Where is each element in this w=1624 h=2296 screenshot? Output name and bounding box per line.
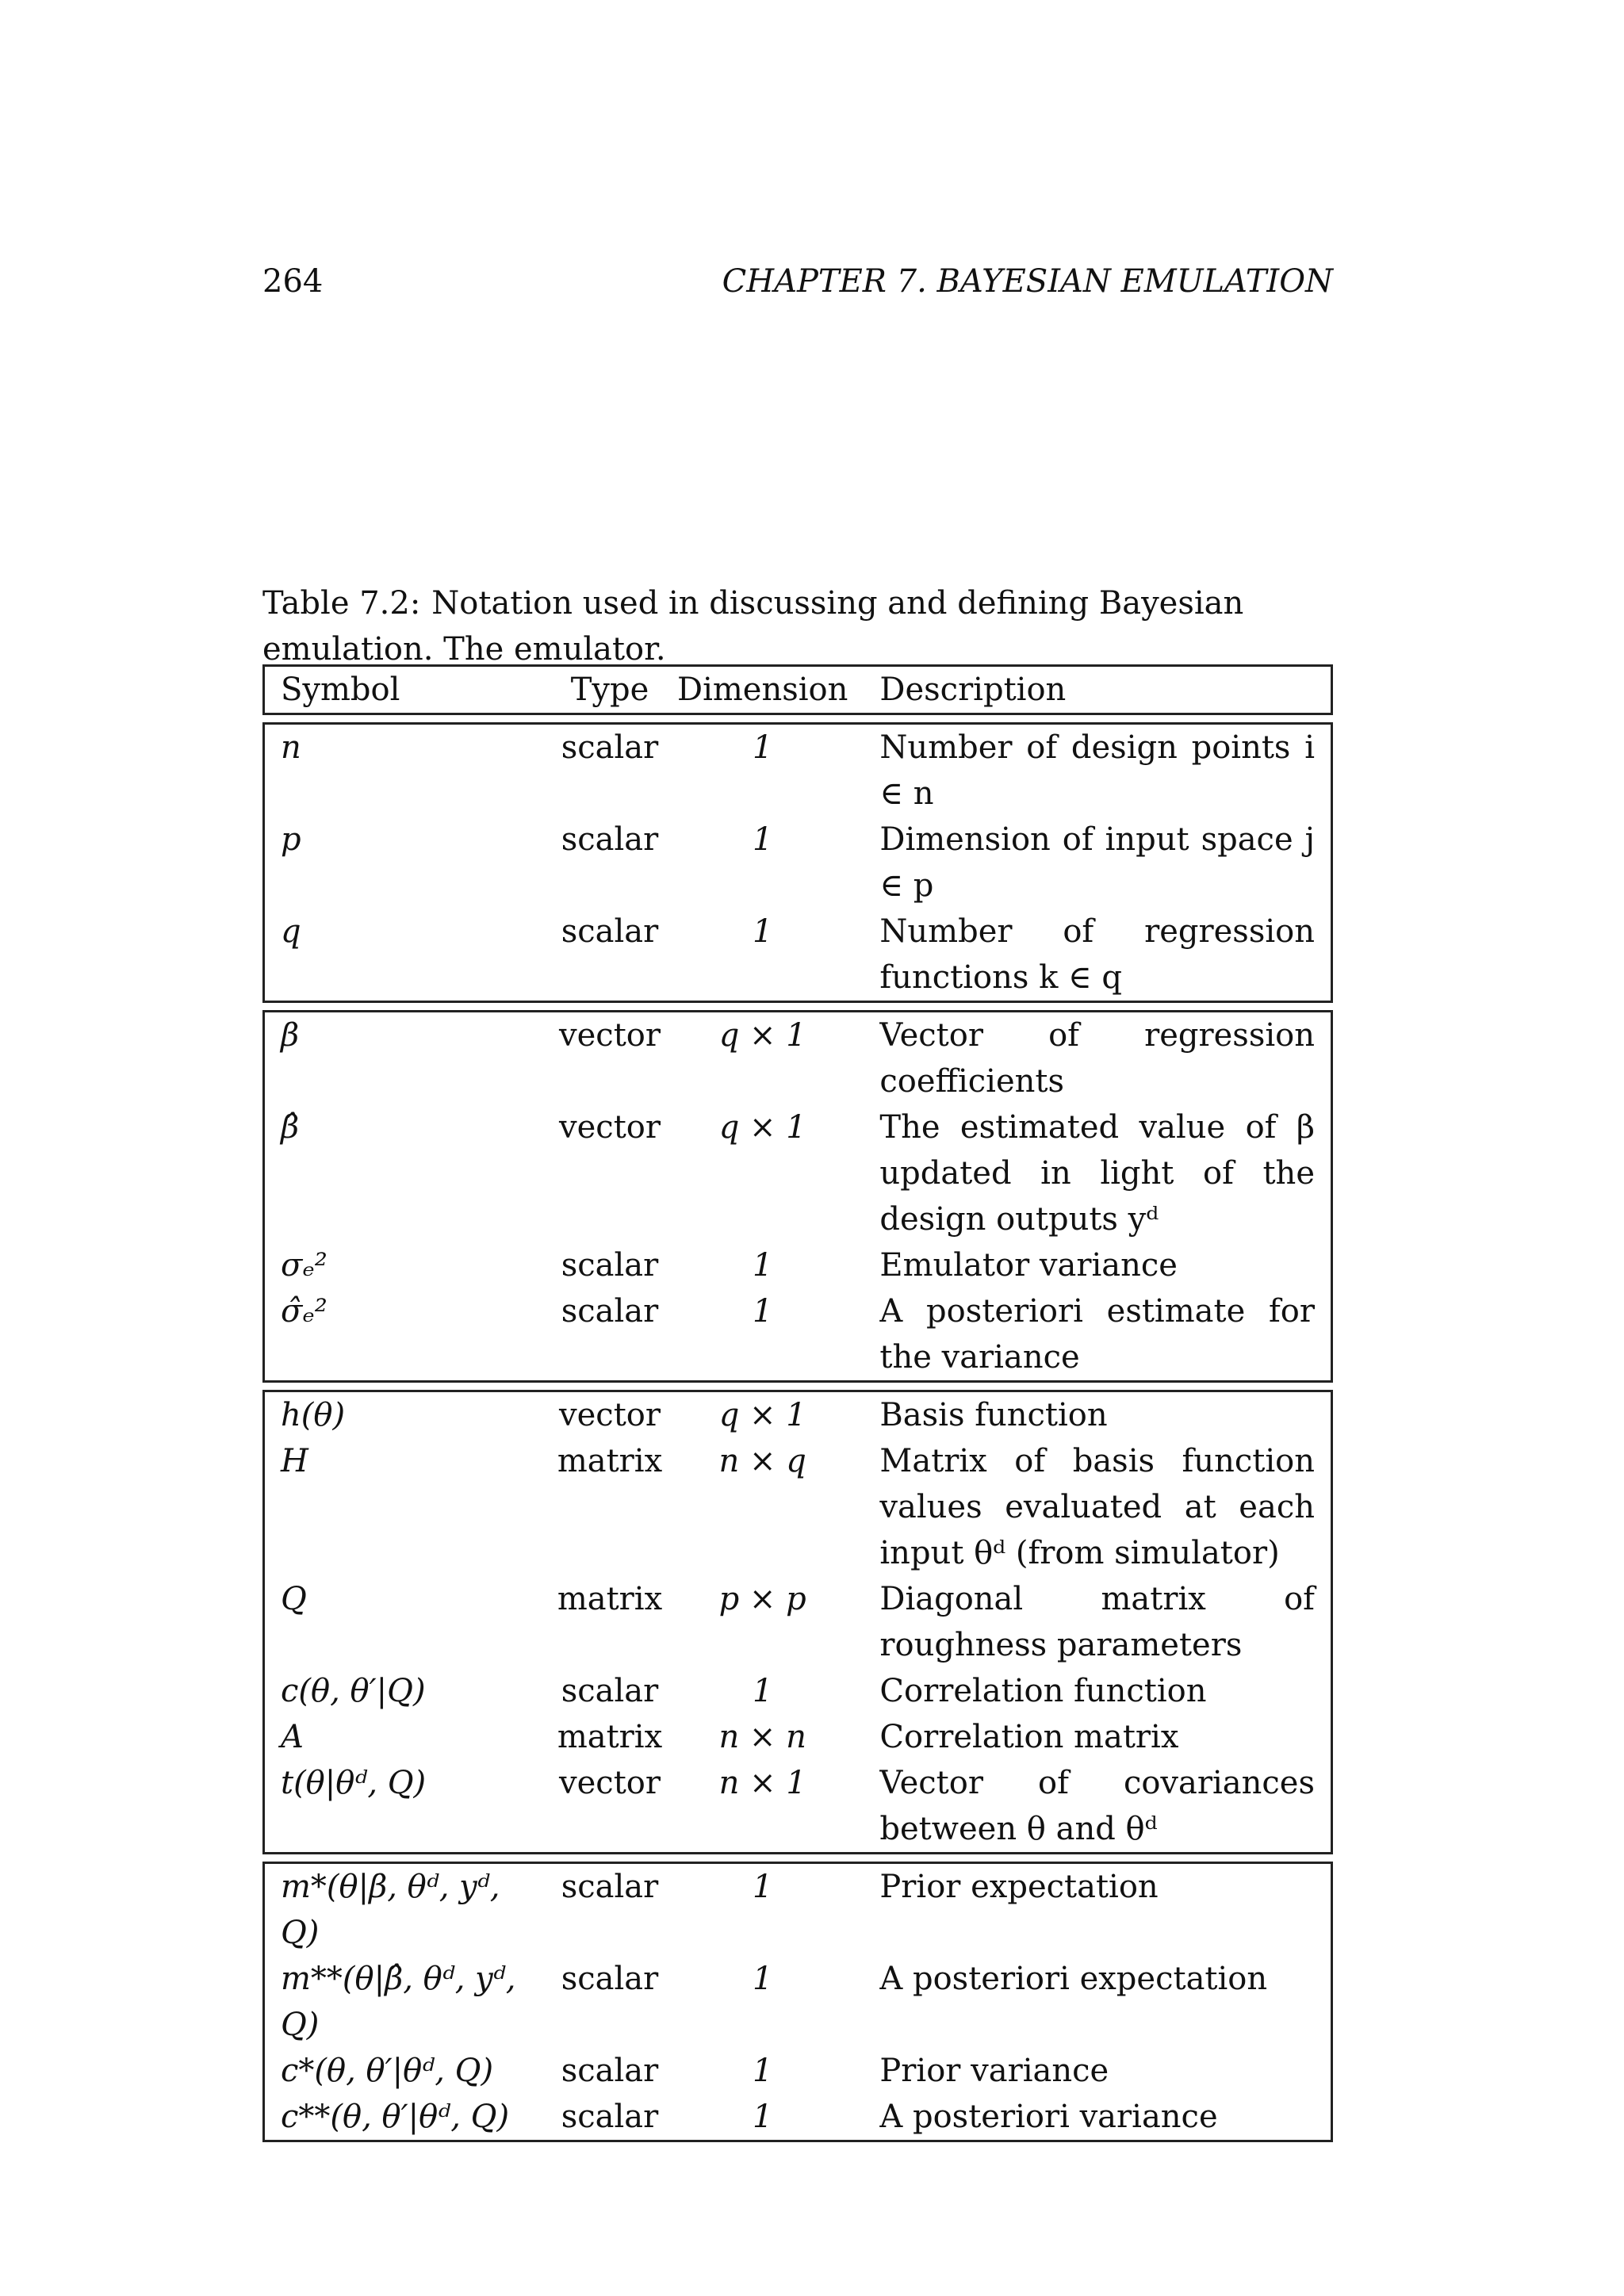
page-number: 264	[262, 263, 324, 300]
symbol-cell: σₑ²	[262, 1242, 542, 1288]
symbol-cell: σ̂ₑ²	[262, 1288, 542, 1383]
description-cell: Prior variance	[848, 2048, 1333, 2094]
table-row	[262, 1288, 1333, 1383]
type-cell: scalar	[561, 821, 659, 858]
column-header-dimension: Dimension	[677, 664, 848, 715]
dimension-cell: 1	[677, 1862, 848, 1956]
running-head	[262, 262, 1333, 301]
description-cell: A posteriori estimate for the variance	[848, 1288, 1333, 1383]
dimension-cell: 1	[677, 1288, 848, 1383]
symbol-cell: t(θ|θᵈ, Q)	[262, 1760, 542, 1854]
type-cell: vector	[542, 1390, 677, 1438]
dimension-cell: 1	[752, 2053, 773, 2089]
description-cell: Prior expectation	[848, 1862, 1333, 1956]
dimension-cell: n × q	[718, 1443, 806, 1479]
type-cell: vector	[542, 1760, 677, 1854]
dimension-cell: 1	[677, 722, 848, 817]
description-cell: Number of design points i ∈ n	[848, 722, 1333, 817]
table-row	[262, 1242, 1333, 1288]
dimension-cell: p × p	[718, 1581, 806, 1617]
dimension-cell: 1	[677, 2094, 848, 2142]
notation-table	[262, 664, 1333, 2142]
table-header-row	[262, 664, 1333, 715]
group-spacer	[262, 1383, 1333, 1390]
symbol-cell: h(θ)	[262, 1390, 542, 1438]
symbol-cell: q	[262, 909, 542, 1003]
dimension-cell: 1	[677, 909, 848, 1003]
dimension-cell: q × 1	[677, 1010, 848, 1104]
description-cell: Dimension of input space j ∈ p	[848, 817, 1333, 909]
description-cell: Vector of regression coefficients	[848, 1010, 1333, 1104]
description-cell: Correlation matrix	[848, 1714, 1333, 1760]
type-cell: vector	[559, 1109, 661, 1146]
symbol-cell: Q	[262, 1576, 542, 1668]
type-cell: scalar	[561, 1673, 659, 1709]
description-cell: Basis function	[848, 1390, 1333, 1438]
table-row	[262, 909, 1333, 1003]
description-cell: Number of regression functions k ∈ q	[848, 909, 1333, 1003]
type-cell: scalar	[542, 1288, 677, 1383]
symbol-cell: c*(θ, θ′|θᵈ, Q)	[262, 2048, 542, 2094]
symbol-cell: n	[262, 722, 542, 817]
description-cell: The estimated value of β updated in light of the design outputs yᵈ	[848, 1104, 1333, 1242]
dimension-cell: 1	[752, 821, 773, 858]
dimension-cell: 1	[752, 1673, 773, 1709]
group-spacer	[262, 715, 1333, 722]
table-row	[262, 1104, 1333, 1242]
type-cell: scalar	[542, 2094, 677, 2142]
dimension-cell: n × 1	[677, 1760, 848, 1854]
dimension-cell: 1	[752, 1247, 773, 1284]
symbol-cell: m*(θ|β, θᵈ, yᵈ, Q)	[262, 1862, 542, 1956]
type-cell: matrix	[557, 1719, 663, 1755]
type-cell: scalar	[542, 1862, 677, 1956]
column-header-type: Type	[542, 664, 677, 715]
group-spacer	[262, 1003, 1333, 1010]
description-cell: Matrix of basis function values evaluated at each input θᵈ (from simulator)	[848, 1438, 1333, 1576]
table-row	[262, 1576, 1333, 1668]
symbol-cell: c(θ, θ′|Q)	[262, 1668, 542, 1714]
table-row	[262, 1668, 1333, 1714]
caption-text: Notation used in discussing and defining Bayesian emulation. The emulator.	[262, 585, 1244, 666]
symbol-cell: c**(θ, θ′|θᵈ, Q)	[262, 2094, 542, 2142]
description-cell: Vector of covariances between θ and θᵈ	[848, 1760, 1333, 1854]
description-cell: A posteriori variance	[848, 2094, 1333, 2142]
table-row	[262, 1390, 1333, 1438]
type-cell: scalar	[561, 1247, 659, 1284]
table-row	[262, 1862, 1333, 1956]
symbol-cell: m**(θ|β̂, θᵈ, yᵈ, Q)	[262, 1956, 542, 2048]
caption-label: Table 7.2:	[262, 585, 421, 622]
table-row	[262, 1714, 1333, 1760]
column-header-description: Description	[848, 664, 1333, 715]
table-row	[262, 2048, 1333, 2094]
type-cell: scalar	[542, 722, 677, 817]
description-cell: Correlation function	[848, 1668, 1333, 1714]
table-row	[262, 1956, 1333, 2048]
type-cell: scalar	[561, 1961, 659, 1997]
symbol-cell: β̂	[262, 1104, 542, 1242]
dimension-cell: q × 1	[677, 1390, 848, 1438]
dimension-cell: 1	[752, 1961, 773, 1997]
type-cell: scalar	[542, 909, 677, 1003]
dimension-cell: n × n	[718, 1719, 806, 1755]
table-caption	[262, 580, 1333, 666]
table-row	[262, 1438, 1333, 1576]
symbol-cell: p	[262, 817, 542, 909]
table-row	[262, 2094, 1333, 2142]
table-row	[262, 722, 1333, 817]
chapter-title: CHAPTER 7. BAYESIAN EMULATION	[722, 263, 1333, 300]
column-header-symbol: Symbol	[262, 664, 542, 715]
table-row	[262, 817, 1333, 909]
table-row	[262, 1010, 1333, 1104]
symbol-cell: β	[262, 1010, 542, 1104]
type-cell: matrix	[557, 1443, 663, 1479]
type-cell: scalar	[561, 2053, 659, 2089]
description-cell: Diagonal matrix of roughness parameters	[848, 1576, 1333, 1668]
type-cell: vector	[542, 1010, 677, 1104]
group-spacer	[262, 1854, 1333, 1862]
table-row	[262, 1760, 1333, 1854]
dimension-cell: q × 1	[718, 1109, 806, 1146]
description-cell: Emulator variance	[848, 1242, 1333, 1288]
symbol-cell: A	[262, 1714, 542, 1760]
type-cell: matrix	[557, 1581, 663, 1617]
symbol-cell: H	[262, 1438, 542, 1576]
description-cell: A posteriori expectation	[848, 1956, 1333, 2048]
